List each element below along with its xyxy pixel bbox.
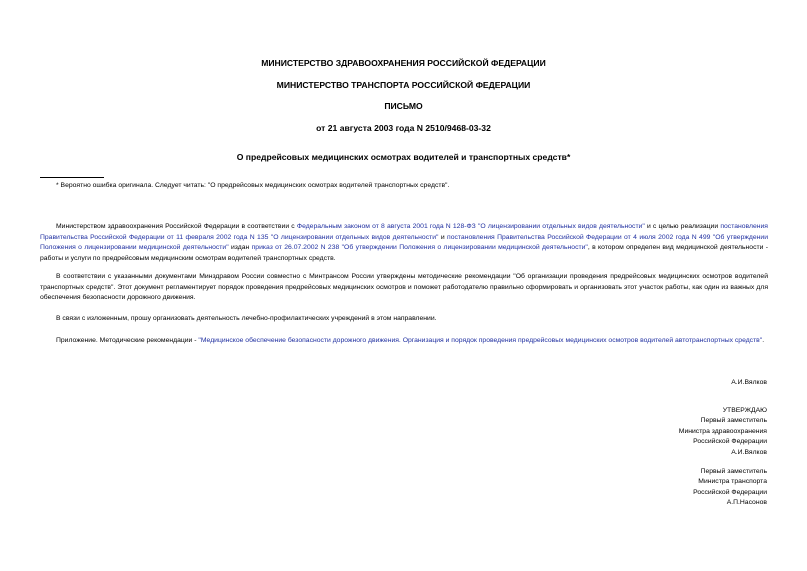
paragraph-4 [40, 336, 768, 347]
approval-line: Министра здравоохранения [678, 427, 767, 435]
approval-signatory: А.П.Насонов [726, 499, 767, 507]
link-resolution-499[interactable]: постановления Правительства Российской Федерации от 4 июля 2002 года N 499 "Об утверждении Положения о лицензировании медицинской деятельности" [40, 233, 769, 252]
approval-line: Российской Федерации [693, 438, 767, 446]
approval-title: УТВЕРЖДАЮ [722, 407, 767, 414]
link-resolution-135[interactable]: постановления Правительства Российской Федерации от 11 февраля 2002 года N 135 "О лицензировании отдельных видов деятельности" [40, 223, 768, 241]
approval-line: Министра транспорта [698, 478, 767, 486]
para4-text-2: . [762, 337, 765, 344]
document-subject: О предрейсовых медицинских осмотрах водителей и транспортных средств* [236, 152, 571, 162]
link-order-238[interactable]: приказ от 26.07.2002 N 238 "Об утверждении Положения о лицензировании медицинской деятельности" [251, 244, 588, 252]
paragraph-1 [40, 222, 768, 264]
ministry-transport-heading: МИНИСТЕРСТВО ТРАНСПОРТА РОССИЙСКОЙ ФЕДЕРАЦИИ [276, 80, 531, 90]
para1-text-1: Министерством здравоохранения Российской Федерации в соответствии с [56, 223, 297, 230]
approval-line: Первый заместитель [700, 468, 767, 475]
approval-signatory: А.И.Вялков [731, 448, 767, 456]
footnote-divider [40, 177, 104, 178]
document-type: ПИСЬМО [384, 101, 423, 111]
approval-line: Российской Федерации [693, 488, 767, 496]
approval-block-transport [693, 467, 767, 509]
para1-text-4: издан [228, 244, 252, 252]
paragraph-2: В соответствии с указанными документами Минздравом России совместно с Минтрансом России утверждены методические рекомендации "Об организации проведения предрейсовых медицинских осмотров водителей транспортных средств". Этот документ регламентирует порядок проведения предрейсовых медицинских осмотров и поможет работодателю правильно сформировать и организовать этот участок работы, как один из важных для обеспечения безопасности дорожного движения. [40, 273, 768, 302]
link-methodical-recommendations[interactable]: "Медицинское обеспечение безопасности дорожного движения. Организация и порядок проведения предрейсовых медицинских осмотров водителей автотранспортных средств" [198, 337, 763, 344]
signature: А.И.Вялков [731, 379, 767, 386]
document-date-number: от 21 августа 2003 года N 2510/9468-03-32 [316, 123, 491, 133]
paragraph-3: В связи с изложенным, прошу организовать деятельность лечебно-профилактических учреждений в этом направлении. [56, 315, 437, 322]
ministry-health-heading: МИНИСТЕРСТВО ЗДРАВООХРАНЕНИЯ РОССИЙСКОЙ ФЕДЕРАЦИИ [261, 58, 546, 68]
footnote: * Вероятно ошибка оригинала. Следует читать: "О предрейсовых медицинских осмотрах водителей транспортных средств". [56, 182, 450, 189]
approval-block-health [679, 406, 767, 458]
link-federal-law-128[interactable]: Федеральным законом от 8 августа 2001 года N 128-ФЗ "О лицензировании отдельных видов деятельности" [296, 223, 645, 230]
para4-text-1: Приложение. Методические рекомендации - [56, 337, 199, 344]
para1-text-5: , в котором определен вид медицинской деятельности - работы и услуги по предрейсовым медицинским осмотрам водителей транспортных средств. [40, 244, 769, 262]
approval-line: Первый заместитель [700, 417, 767, 425]
para1-text-2: и с целью реализации [644, 223, 721, 230]
para1-text-3: и [438, 233, 448, 241]
